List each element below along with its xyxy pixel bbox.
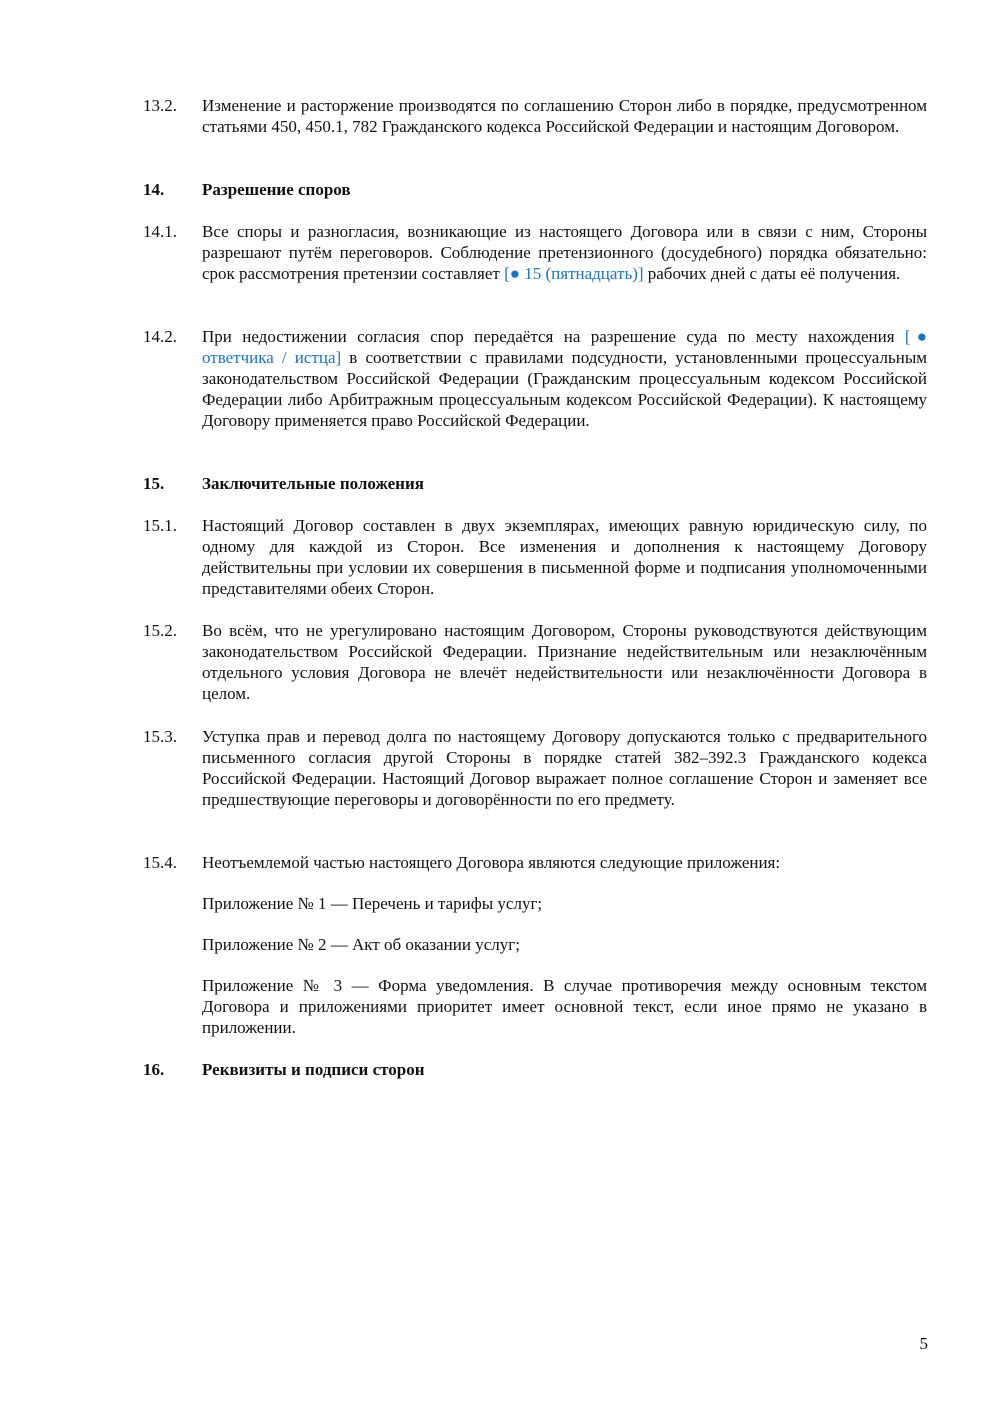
- clause-number: 15.4.: [143, 853, 177, 872]
- clause-text: Изменение и расторжение производятся по соглашению Сторон либо в порядке, предусмотренном статьями 450, 450.1, 782 Гражданского кодекса Российской Федерации и настоящим Договором.: [202, 96, 927, 136]
- clause-text-start: Все споры и разногласия, возникающие из настоящего Договора или в связи с ним, Стороны разрешают путём переговоров. Соблюдение претензионного (досудебного) порядка обязательно: срок рассмотрения претензии составляет: [202, 222, 927, 283]
- section-title: Реквизиты и подписи сторон: [202, 1060, 425, 1079]
- clause-15-2: [143, 620, 927, 704]
- section-15-heading: [143, 473, 927, 494]
- clause-text-start: При недостижении согласия спор передаётся на разрешение суда по месту нахождения: [202, 327, 905, 346]
- clause-text: [202, 326, 927, 431]
- clause-text: Во всём, что не урегулировано настоящим Договором, Стороны руководствуются действующим законодательством Российской Федерации. Признание недействительным или незаключённым отдельного условия Договора не влечёт недействительности или незаключённости Договора в целом.: [202, 621, 927, 703]
- clause-number: 15.3.: [143, 727, 177, 746]
- clause-number: 15.2.: [143, 621, 177, 640]
- clause-text: Настоящий Договор составлен в двух экземплярах, имеющих равную юридическую силу, по одному для каждой из Сторон. Все изменения и дополнения к настоящему Договору действительны при условии их совершения в письменной форме и подписания уполномоченными представителями обеих Сторон.: [202, 516, 927, 598]
- clause-number: 14.1.: [143, 222, 177, 241]
- section-number: 15.: [143, 474, 165, 493]
- section-title: Разрешение споров: [202, 180, 351, 199]
- clause-13-2: [143, 95, 927, 137]
- section-number: 14.: [143, 180, 165, 199]
- clause-15-3: [143, 726, 927, 810]
- section-number: 16.: [143, 1060, 165, 1079]
- placeholder-court-location: [● ответчика / истца]: [202, 327, 927, 367]
- clause-14-1: [143, 221, 927, 284]
- annex-1: Приложение № 1 — Перечень и тарифы услуг;: [202, 894, 543, 913]
- page-number: 5: [919, 1334, 928, 1353]
- clause-text: Неотъемлемой частью настоящего Договора являются следующие приложения:: [202, 853, 781, 872]
- clause-text: Уступка прав и перевод долга по настоящему Договору допускаются только с предварительного письменного согласия другой Стороны в порядке статей 382–392.3 Гражданского кодекса Российской Федерации. Настоящий Договор выражает полное соглашение Сторон и заменяет все предшествующие переговоры и договорённости по его предмету.: [202, 727, 927, 809]
- section-16-heading: [143, 1059, 927, 1080]
- annex-3: Приложение № 3 — Форма уведомления. В случае противоречия между основным текстом Договора и приложениями приоритет имеет основной текст, если иное прямо не указано в приложении.: [202, 976, 927, 1037]
- clause-text-end: рабочих дней с даты её получения.: [643, 264, 901, 283]
- clause-number: 14.2.: [143, 327, 177, 346]
- clause-15-4: [143, 852, 927, 873]
- clause-number: 13.2.: [143, 96, 177, 115]
- section-14-heading: [143, 179, 927, 200]
- section-title: Заключительные положения: [202, 474, 424, 493]
- clause-text-end: в соответствии с правилами подсудности, установленными процессуальным законодательством Российской Федерации (Гражданским процессуальным кодексом Российской Федерации либо Арбитражным процессуальным кодексом Российской Федерации). К настоящему Договору применяется право Российской Федерации.: [202, 348, 927, 430]
- clause-14-2: [143, 326, 927, 431]
- clause-15-1: [143, 515, 927, 599]
- clause-number: 15.1.: [143, 516, 177, 535]
- clause-text: [202, 221, 927, 284]
- annex-2: Приложение № 2 — Акт об оказании услуг;: [202, 935, 520, 954]
- placeholder-claim-term: [● 15 (пятнадцать)]: [504, 264, 644, 283]
